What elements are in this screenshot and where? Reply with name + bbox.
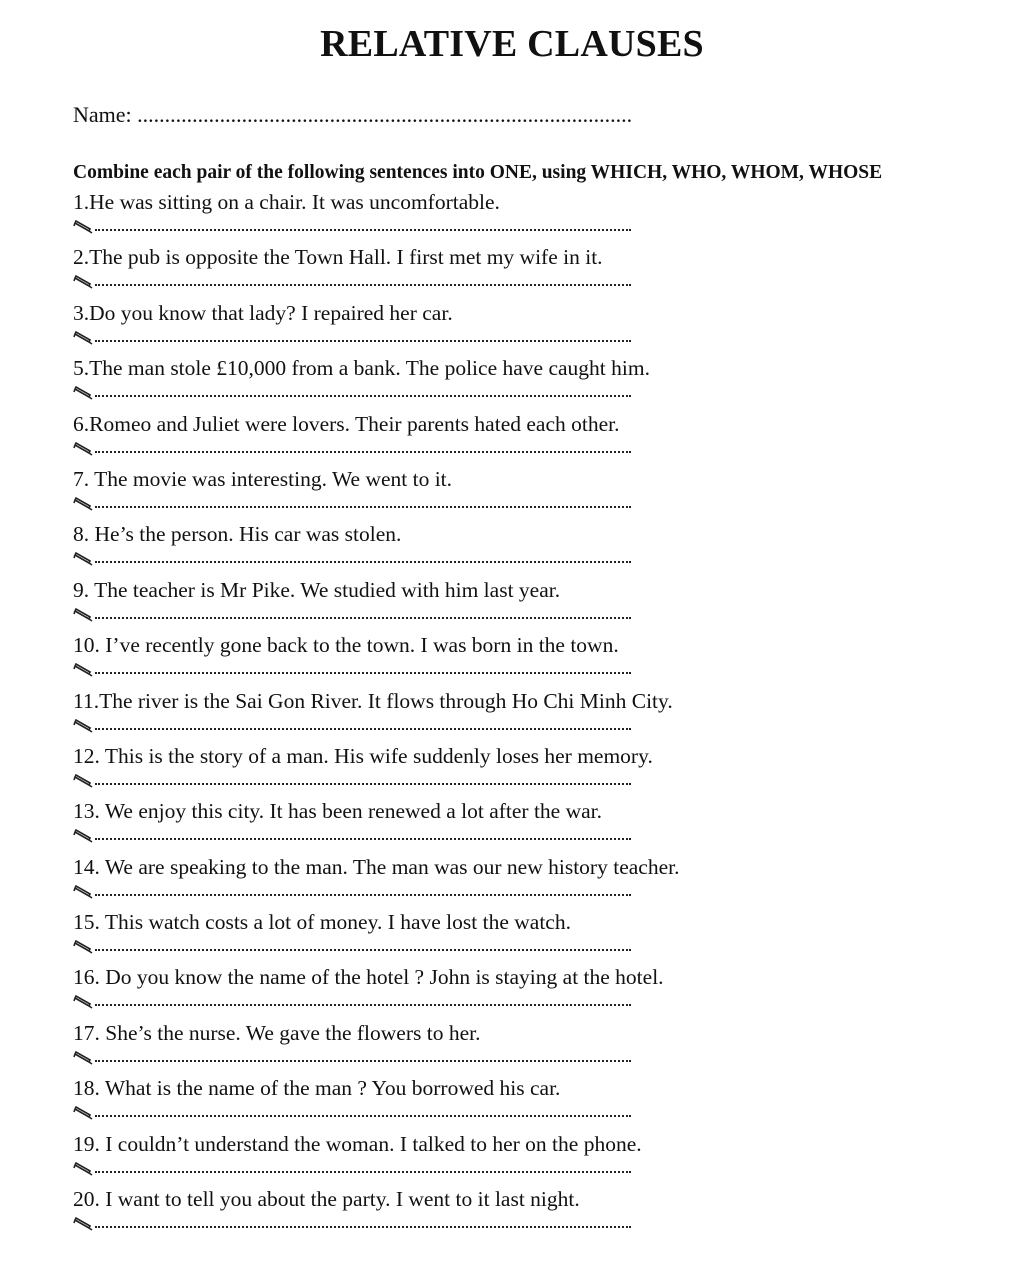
answer-line — [95, 451, 631, 453]
pencil-icon — [73, 663, 93, 677]
pencil-icon — [73, 497, 93, 511]
pencil-icon — [73, 995, 93, 1009]
question-text: 12. This is the story of a man. His wife suddenly loses her memory. — [73, 743, 653, 768]
answer-field[interactable] — [73, 215, 633, 237]
answer-line — [95, 1060, 631, 1062]
question-text: 2.The pub is opposite the Town Hall. I first met my wife in it. — [73, 245, 603, 270]
question-item — [73, 300, 973, 355]
answer-line — [95, 1004, 631, 1006]
answer-line — [95, 395, 631, 397]
question-text: 9. The teacher is Mr Pike. We studied with him last year. — [73, 577, 561, 602]
question-item — [73, 411, 973, 466]
question-item — [73, 466, 973, 521]
answer-line — [95, 561, 631, 563]
pencil-icon — [73, 940, 93, 954]
name-label: Name: — [73, 102, 132, 127]
pencil-icon — [73, 608, 93, 622]
answer-line — [95, 838, 631, 840]
question-item — [73, 577, 973, 632]
answer-field[interactable] — [73, 1046, 633, 1068]
answer-line — [95, 284, 631, 286]
question-item — [73, 244, 973, 299]
pencil-icon — [73, 442, 93, 456]
pencil-icon — [73, 1106, 93, 1120]
question-item — [73, 964, 973, 1019]
answer-field[interactable] — [73, 1212, 633, 1234]
answer-field[interactable] — [73, 492, 633, 514]
question-item — [73, 798, 973, 853]
question-text: 14. We are speaking to the man. The man was our new history teacher. — [73, 854, 680, 879]
question-text: 6.Romeo and Juliet were lovers. Their parents hated each other. — [73, 411, 620, 436]
question-text: 16. Do you know the name of the hotel ? John is staying at the hotel. — [73, 965, 664, 990]
answer-field[interactable] — [73, 270, 633, 292]
answer-line — [95, 506, 631, 508]
pencil-icon — [73, 386, 93, 400]
question-item — [73, 1075, 973, 1130]
pencil-icon — [73, 331, 93, 345]
question-text: 10. I’ve recently gone back to the town. I was born in the town. — [73, 633, 619, 658]
answer-line — [95, 1171, 631, 1173]
answer-field[interactable] — [73, 714, 633, 736]
pencil-icon — [73, 1051, 93, 1065]
answer-field[interactable] — [73, 1157, 633, 1179]
answer-line — [95, 1115, 631, 1117]
answer-field[interactable] — [73, 990, 633, 1012]
answer-field[interactable] — [73, 769, 633, 791]
question-item — [73, 743, 973, 798]
answer-line — [95, 672, 631, 674]
pencil-icon — [73, 1217, 93, 1231]
answer-line — [95, 949, 631, 951]
question-list — [73, 189, 973, 1241]
question-item — [73, 1131, 973, 1186]
question-item — [73, 688, 973, 743]
question-item — [73, 355, 973, 410]
answer-field[interactable] — [73, 1101, 633, 1123]
name-row — [73, 102, 632, 128]
answer-field[interactable] — [73, 381, 633, 403]
page-title: RELATIVE CLAUSES — [320, 23, 704, 65]
question-text: 20. I want to tell you about the party. I went to it last night. — [73, 1187, 580, 1212]
answer-field[interactable] — [73, 603, 633, 625]
answer-field[interactable] — [73, 437, 633, 459]
pencil-icon — [73, 1162, 93, 1176]
question-text: 3.Do you know that lady? I repaired her car. — [73, 300, 453, 325]
answer-field[interactable] — [73, 935, 633, 957]
answer-field[interactable] — [73, 880, 633, 902]
question-text: 19. I couldn’t understand the woman. I talked to her on the phone. — [73, 1131, 642, 1156]
pencil-icon — [73, 774, 93, 788]
pencil-icon — [73, 885, 93, 899]
instruction: Combine each pair of the following sentences into ONE, using WHICH, WHO, WHOM, WHOSE — [73, 162, 883, 183]
question-text: 17. She’s the nurse. We gave the flowers to her. — [73, 1020, 481, 1045]
question-text: 11.The river is the Sai Gon River. It flows through Ho Chi Minh City. — [73, 688, 673, 713]
question-item — [73, 854, 973, 909]
answer-field[interactable] — [73, 547, 633, 569]
question-item — [73, 189, 973, 244]
answer-line — [95, 229, 631, 231]
question-text: 18. What is the name of the man ? You borrowed his car. — [73, 1076, 561, 1101]
question-item — [73, 632, 973, 687]
answer-line — [95, 783, 631, 785]
name-field[interactable]: .......................................................................................... — [137, 102, 633, 127]
question-text: 7. The movie was interesting. We went to it. — [73, 466, 453, 491]
answer-line — [95, 340, 631, 342]
question-text: 8. He’s the person. His car was stolen. — [73, 522, 402, 547]
question-text: 5.The man stole £10,000 from a bank. The police have caught him. — [73, 356, 650, 381]
answer-field[interactable] — [73, 326, 633, 348]
question-text: 1.He was sitting on a chair. It was uncomfortable. — [73, 190, 500, 214]
answer-field[interactable] — [73, 658, 633, 680]
pencil-icon — [73, 829, 93, 843]
answer-line — [95, 617, 631, 619]
question-text: 15. This watch costs a lot of money. I have lost the watch. — [73, 910, 571, 935]
question-item — [73, 909, 973, 964]
answer-field[interactable] — [73, 824, 633, 846]
pencil-icon — [73, 719, 93, 733]
pencil-icon — [73, 552, 93, 566]
pencil-icon — [73, 275, 93, 289]
question-item — [73, 521, 973, 576]
question-text: 13. We enjoy this city. It has been renewed a lot after the war. — [73, 799, 603, 824]
question-item — [73, 1186, 973, 1241]
answer-line — [95, 1226, 631, 1228]
answer-line — [95, 894, 631, 896]
pencil-icon — [73, 220, 93, 234]
question-item — [73, 1020, 973, 1075]
answer-line — [95, 728, 631, 730]
